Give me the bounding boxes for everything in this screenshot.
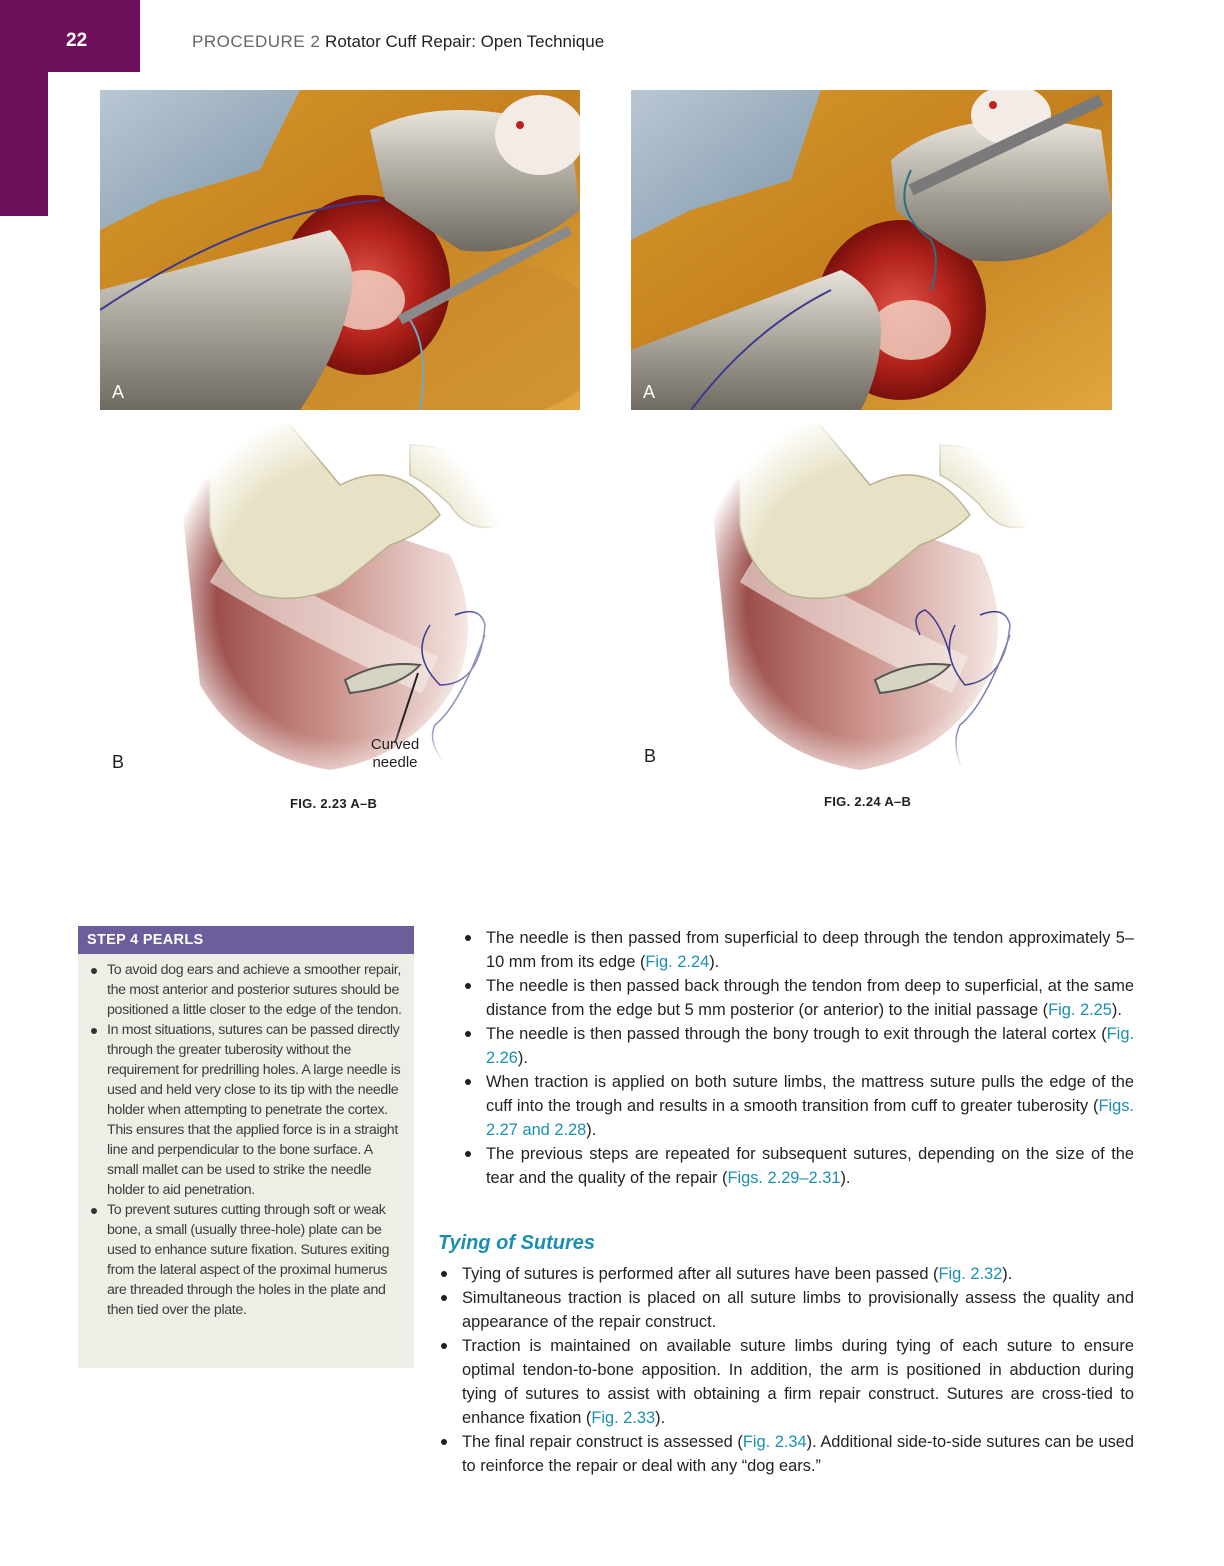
callout-curved-needle bbox=[356, 736, 434, 772]
step-item: When traction is applied on both suture limbs, the mattress suture pulls the edge of the cuff into the trough and results in a smooth transition from cuff to greater tuberosity (Figs. 2.27 and 2.28). bbox=[461, 1070, 1134, 1142]
step-item: The needle is then passed through the bony trough to exit through the lateral cortex (Fig. 2.26). bbox=[461, 1022, 1134, 1070]
figure-reference-link[interactable]: Fig. 2.25 bbox=[1048, 1001, 1112, 1019]
step-item: The previous steps are repeated for subsequent sutures, depending on the size of the tear and the quality of the repair (Figs. 2.29–2.31). bbox=[461, 1142, 1134, 1190]
tying-item: Simultaneous traction is placed on all suture limbs to provisionally assess the quality and appearance of the repair construct. bbox=[437, 1286, 1134, 1334]
figure-reference-link[interactable]: Fig. 2.34 bbox=[742, 1433, 807, 1451]
tying-item: The final repair construct is assessed (Fig. 2.34). Additional side-to-side sutures can be used to reinforce the repair or deal with any “dog ears.” bbox=[437, 1430, 1134, 1478]
chapter-tab-side bbox=[0, 72, 48, 216]
tying-item: Tying of sutures is performed after all sutures have been passed (Fig. 2.32). bbox=[437, 1262, 1134, 1286]
surgical-photo-2-23a bbox=[100, 90, 580, 410]
panel-label-b: B bbox=[112, 752, 125, 772]
callout-line-2: needle bbox=[372, 754, 418, 771]
pearls-list bbox=[78, 954, 414, 1320]
tying-list bbox=[437, 1262, 1134, 1478]
figure-reference-link[interactable]: Fig. 2.26 bbox=[486, 1025, 1134, 1067]
pearls-title: STEP 4 PEARLS bbox=[78, 926, 414, 954]
procedure-title: Rotator Cuff Repair: Open Technique bbox=[325, 32, 605, 51]
figure-reference-link[interactable]: Figs. 2.29–2.31 bbox=[727, 1169, 841, 1187]
step-4-pearls-box bbox=[78, 926, 414, 1368]
figure-reference-link[interactable]: Figs. 2.27 and 2.28 bbox=[486, 1097, 1134, 1139]
tying-item: Traction is maintained on available suture limbs during tying of each suture to ensure optimal tendon-to-bone apposition. In addition, the arm is positioned in abduction during tying of sutures to assist with obtaining a firm repair construct. Sutures are cross-tied to enhance fixation (Fig. 2.33). bbox=[437, 1334, 1134, 1430]
figure-caption-2-23: FIG. 2.23 A–B bbox=[290, 796, 378, 811]
procedure-label: PROCEDURE 2 bbox=[192, 32, 321, 51]
running-head bbox=[192, 32, 604, 52]
figure-reference-link[interactable]: Fig. 2.32 bbox=[938, 1265, 1003, 1283]
figure-caption-2-24: FIG. 2.24 A–B bbox=[824, 794, 912, 809]
figure-reference-link[interactable]: Fig. 2.24 bbox=[645, 953, 710, 971]
section-heading-tying: Tying of Sutures bbox=[438, 1232, 596, 1254]
step-item: The needle is then passed back through the tendon from deep to superficial, at the same distance from the edge but 5 mm posterior (or anterior) to the initial passage (Fig. 2.25). bbox=[461, 974, 1134, 1022]
panel-label-a: A bbox=[112, 382, 125, 402]
step-list bbox=[461, 926, 1134, 1190]
pearl-item: To prevent sutures cutting through soft or weak bone, a small (usually three-hole) plate can be used to enhance suture fixation. Sutures exiting from the lateral aspect of the proximal humerus are threaded through the holes in the plate and then tied over the plate. bbox=[90, 1200, 406, 1320]
page-number: 22 bbox=[66, 30, 88, 51]
pearl-item: To avoid dog ears and achieve a smoother repair, the most anterior and posterior sutures should be positioned a little closer to the edge of the tendon. bbox=[90, 960, 406, 1020]
pearl-item: In most situations, sutures can be passed directly through the greater tuberosity without the requirement for predrilling holes. A large needle is used and held very close to its tip with the needle holder when attempting to penetrate the cortex. This ensures that the applied force is in a straight line and perpendicular to the bone surface. A small mallet can be used to strike the needle holder to aid penetration. bbox=[90, 1020, 406, 1200]
figure-reference-link[interactable]: Fig. 2.33 bbox=[591, 1409, 656, 1427]
illustration-2-23b bbox=[180, 425, 500, 780]
panel-label-a: A bbox=[643, 382, 656, 402]
callout-line-1: Curved bbox=[370, 736, 420, 753]
step-item: The needle is then passed from superficial to deep through the tendon approximately 5–10 mm from its edge (Fig. 2.24). bbox=[461, 926, 1134, 974]
surgical-photo-2-24a bbox=[631, 90, 1112, 410]
panel-label-b: B bbox=[644, 746, 657, 766]
illustration-2-24b bbox=[710, 425, 1030, 780]
